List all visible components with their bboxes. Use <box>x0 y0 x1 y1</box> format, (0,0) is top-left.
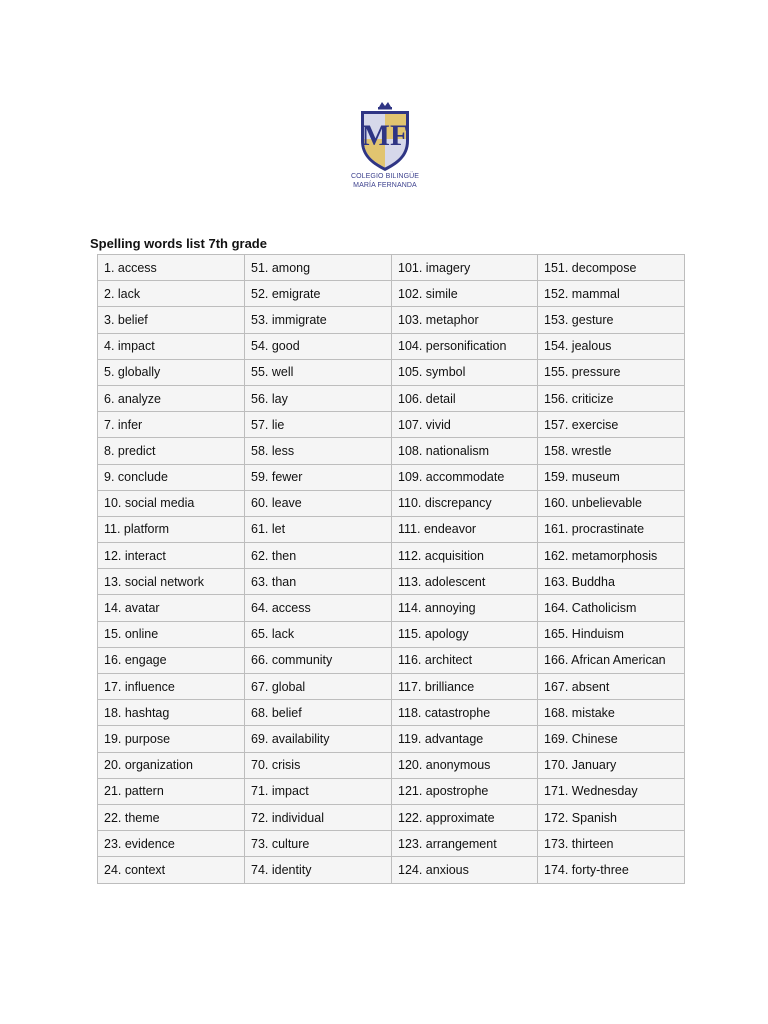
word-cell: 170. January <box>538 752 685 778</box>
table-row <box>98 543 685 569</box>
word-cell: 57. lie <box>245 412 392 438</box>
table-row <box>98 385 685 411</box>
word-cell: 69. availability <box>245 726 392 752</box>
logo-caption <box>330 172 440 190</box>
word-cell: 105. symbol <box>392 359 538 385</box>
word-cell: 161. procrastinate <box>538 516 685 542</box>
word-cell: 101. imagery <box>392 255 538 281</box>
word-cell: 168. mistake <box>538 700 685 726</box>
table-row <box>98 412 685 438</box>
table-row <box>98 778 685 804</box>
word-cell: 61. let <box>245 516 392 542</box>
word-cell: 172. Spanish <box>538 804 685 830</box>
word-cell: 118. catastrophe <box>392 700 538 726</box>
word-cell: 73. culture <box>245 831 392 857</box>
word-cell: 115. apology <box>392 621 538 647</box>
table-row <box>98 438 685 464</box>
word-cell: 56. lay <box>245 385 392 411</box>
word-cell: 71. impact <box>245 778 392 804</box>
table-row <box>98 647 685 673</box>
word-cell: 110. discrepancy <box>392 490 538 516</box>
word-cell: 18. hashtag <box>98 700 245 726</box>
word-cell: 16. engage <box>98 647 245 673</box>
word-cell: 21. pattern <box>98 778 245 804</box>
table-row <box>98 621 685 647</box>
word-cell: 165. Hinduism <box>538 621 685 647</box>
word-cell: 169. Chinese <box>538 726 685 752</box>
word-cell: 109. accommodate <box>392 464 538 490</box>
word-cell: 166. African American <box>538 647 685 673</box>
word-cell: 17. influence <box>98 674 245 700</box>
spelling-words-table <box>97 254 685 884</box>
table-row <box>98 831 685 857</box>
table-row <box>98 281 685 307</box>
table-row <box>98 674 685 700</box>
word-cell: 111. endeavor <box>392 516 538 542</box>
word-cell: 74. identity <box>245 857 392 883</box>
word-cell: 55. well <box>245 359 392 385</box>
word-cell: 66. community <box>245 647 392 673</box>
word-cell: 174. forty-three <box>538 857 685 883</box>
word-cell: 114. annoying <box>392 595 538 621</box>
table-row <box>98 307 685 333</box>
word-cell: 11. platform <box>98 516 245 542</box>
word-cell: 2. lack <box>98 281 245 307</box>
word-cell: 162. metamorphosis <box>538 543 685 569</box>
table-row <box>98 333 685 359</box>
word-cell: 121. apostrophe <box>392 778 538 804</box>
word-cell: 106. detail <box>392 385 538 411</box>
word-cell: 120. anonymous <box>392 752 538 778</box>
word-cell: 68. belief <box>245 700 392 726</box>
word-cell: 52. emigrate <box>245 281 392 307</box>
word-cell: 158. wrestle <box>538 438 685 464</box>
word-cell: 107. vivid <box>392 412 538 438</box>
word-cell: 70. crisis <box>245 752 392 778</box>
word-cell: 167. absent <box>538 674 685 700</box>
word-cell: 3. belief <box>98 307 245 333</box>
word-cell: 23. evidence <box>98 831 245 857</box>
logo-school-line2: MARÍA FERNANDA <box>353 182 417 189</box>
word-cell: 65. lack <box>245 621 392 647</box>
word-cell: 51. among <box>245 255 392 281</box>
table-row <box>98 726 685 752</box>
word-cell: 103. metaphor <box>392 307 538 333</box>
word-cell: 22. theme <box>98 804 245 830</box>
table-row <box>98 700 685 726</box>
word-cell: 60. leave <box>245 490 392 516</box>
word-cell: 67. global <box>245 674 392 700</box>
table-row <box>98 752 685 778</box>
logo-school-line1: COLEGIO BILINGÜE <box>350 173 420 180</box>
word-cell: 7. infer <box>98 412 245 438</box>
word-cell: 123. arrangement <box>392 831 538 857</box>
word-cell: 122. approximate <box>392 804 538 830</box>
word-cell: 153. gesture <box>538 307 685 333</box>
word-cell: 6. analyze <box>98 385 245 411</box>
word-cell: 24. context <box>98 857 245 883</box>
word-cell: 64. access <box>245 595 392 621</box>
word-cell: 1. access <box>98 255 245 281</box>
word-cell: 157. exercise <box>538 412 685 438</box>
word-cell: 4. impact <box>98 333 245 359</box>
table-row <box>98 490 685 516</box>
word-cell: 154. jealous <box>538 333 685 359</box>
word-cell: 155. pressure <box>538 359 685 385</box>
table-row <box>98 464 685 490</box>
word-cell: 15. online <box>98 621 245 647</box>
spelling-words-body <box>98 255 685 884</box>
word-cell: 113. adolescent <box>392 569 538 595</box>
page-title: Spelling words list 7th grade <box>90 236 267 251</box>
word-cell: 156. criticize <box>538 385 685 411</box>
word-cell: 20. organization <box>98 752 245 778</box>
word-cell: 13. social network <box>98 569 245 595</box>
word-cell: 164. Catholicism <box>538 595 685 621</box>
word-cell: 163. Buddha <box>538 569 685 595</box>
word-cell: 173. thirteen <box>538 831 685 857</box>
word-cell: 151. decompose <box>538 255 685 281</box>
word-cell: 14. avatar <box>98 595 245 621</box>
word-cell: 8. predict <box>98 438 245 464</box>
word-cell: 171. Wednesday <box>538 778 685 804</box>
word-cell: 117. brilliance <box>392 674 538 700</box>
word-cell: 5. globally <box>98 359 245 385</box>
word-cell: 102. simile <box>392 281 538 307</box>
table-row <box>98 857 685 883</box>
table-row <box>98 359 685 385</box>
word-cell: 58. less <box>245 438 392 464</box>
word-cell: 62. then <box>245 543 392 569</box>
word-cell: 53. immigrate <box>245 307 392 333</box>
word-cell: 124. anxious <box>392 857 538 883</box>
word-cell: 59. fewer <box>245 464 392 490</box>
word-cell: 19. purpose <box>98 726 245 752</box>
word-cell: 112. acquisition <box>392 543 538 569</box>
word-cell: 108. nationalism <box>392 438 538 464</box>
word-cell: 63. than <box>245 569 392 595</box>
table-row <box>98 255 685 281</box>
logo-monogram: MF <box>361 119 409 152</box>
word-cell: 9. conclude <box>98 464 245 490</box>
word-cell: 72. individual <box>245 804 392 830</box>
word-cell: 104. personification <box>392 333 538 359</box>
word-cell: 159. museum <box>538 464 685 490</box>
word-cell: 119. advantage <box>392 726 538 752</box>
word-cell: 10. social media <box>98 490 245 516</box>
word-cell: 12. interact <box>98 543 245 569</box>
word-cell: 54. good <box>245 333 392 359</box>
table-row <box>98 595 685 621</box>
word-cell: 116. architect <box>392 647 538 673</box>
word-cell: 152. mammal <box>538 281 685 307</box>
table-row <box>98 804 685 830</box>
table-row <box>98 569 685 595</box>
word-cell: 160. unbelievable <box>538 490 685 516</box>
table-row <box>98 516 685 542</box>
